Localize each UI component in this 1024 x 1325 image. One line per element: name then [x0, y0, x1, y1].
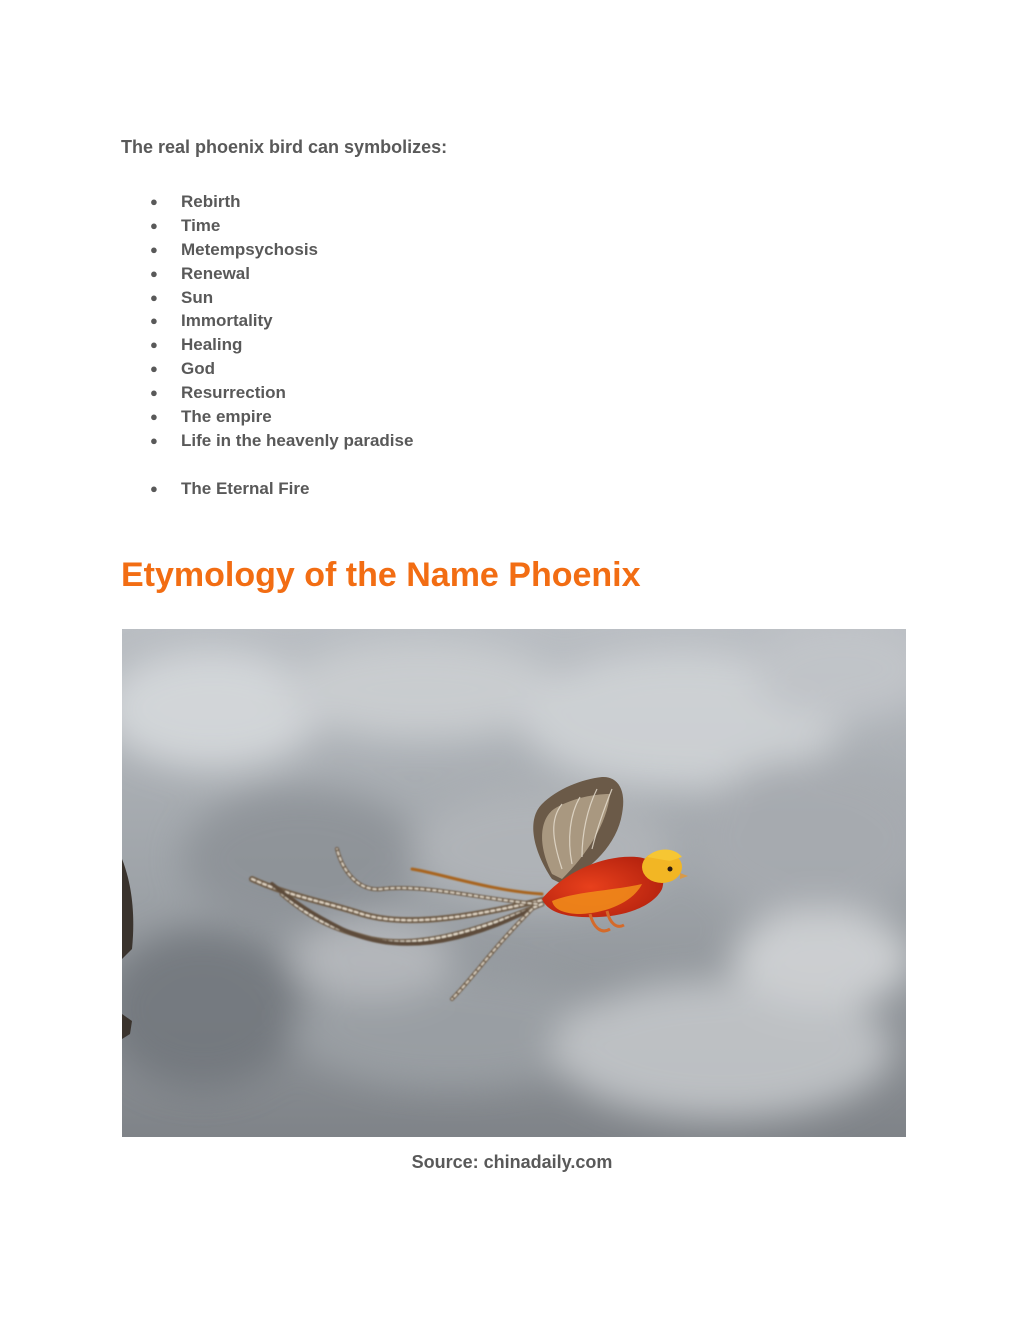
bullet-icon: ● — [150, 241, 158, 257]
bullet-icon: ● — [150, 409, 158, 425]
symbol-list — [121, 190, 413, 501]
list-item — [121, 214, 413, 238]
list-item-label: The empire — [181, 407, 272, 427]
bullet-icon: ● — [150, 289, 158, 305]
list-item — [121, 405, 413, 429]
list-item — [121, 238, 413, 262]
bullet-icon: ● — [150, 194, 158, 209]
bullet-icon: ● — [150, 337, 158, 353]
list-item-label: Time — [181, 215, 221, 235]
bullet-icon: ● — [150, 481, 158, 497]
list-item-label: Resurrection — [181, 383, 286, 403]
golden-pheasant-photo — [122, 629, 906, 1137]
bullet-icon: ● — [150, 217, 158, 233]
list-item-label: Rebirth — [181, 192, 241, 211]
intro-text: The real phoenix bird can symbolizes: — [121, 137, 448, 157]
bullet-icon: ● — [150, 361, 158, 377]
list-item — [121, 286, 413, 310]
list-item-label: Sun — [181, 287, 214, 307]
list-item — [121, 357, 413, 381]
list-item — [121, 477, 413, 501]
list-item — [121, 381, 413, 405]
bullet-icon: ● — [150, 432, 158, 448]
list-item — [121, 309, 413, 333]
bullet-icon: ● — [150, 385, 158, 401]
section-heading: Etymology of the Name Phoenix — [121, 556, 641, 594]
list-item-label: Metempsychosis — [181, 239, 318, 259]
list-item — [121, 190, 413, 214]
list-item — [121, 262, 413, 286]
list-item — [121, 429, 413, 453]
bullet-icon: ● — [150, 265, 158, 281]
image-caption: Source: chinadaily.com — [411, 1152, 613, 1172]
list-item-label: Life in the heavenly paradise — [181, 430, 414, 450]
list-item-label: Healing — [181, 335, 243, 355]
list-item-label: Immortality — [181, 311, 273, 331]
list-item — [121, 333, 413, 357]
list-item-label: The Eternal Fire — [181, 479, 310, 499]
list-item-label: God — [181, 359, 215, 379]
list-item-label: Renewal — [181, 263, 250, 283]
bullet-icon: ● — [150, 313, 158, 329]
